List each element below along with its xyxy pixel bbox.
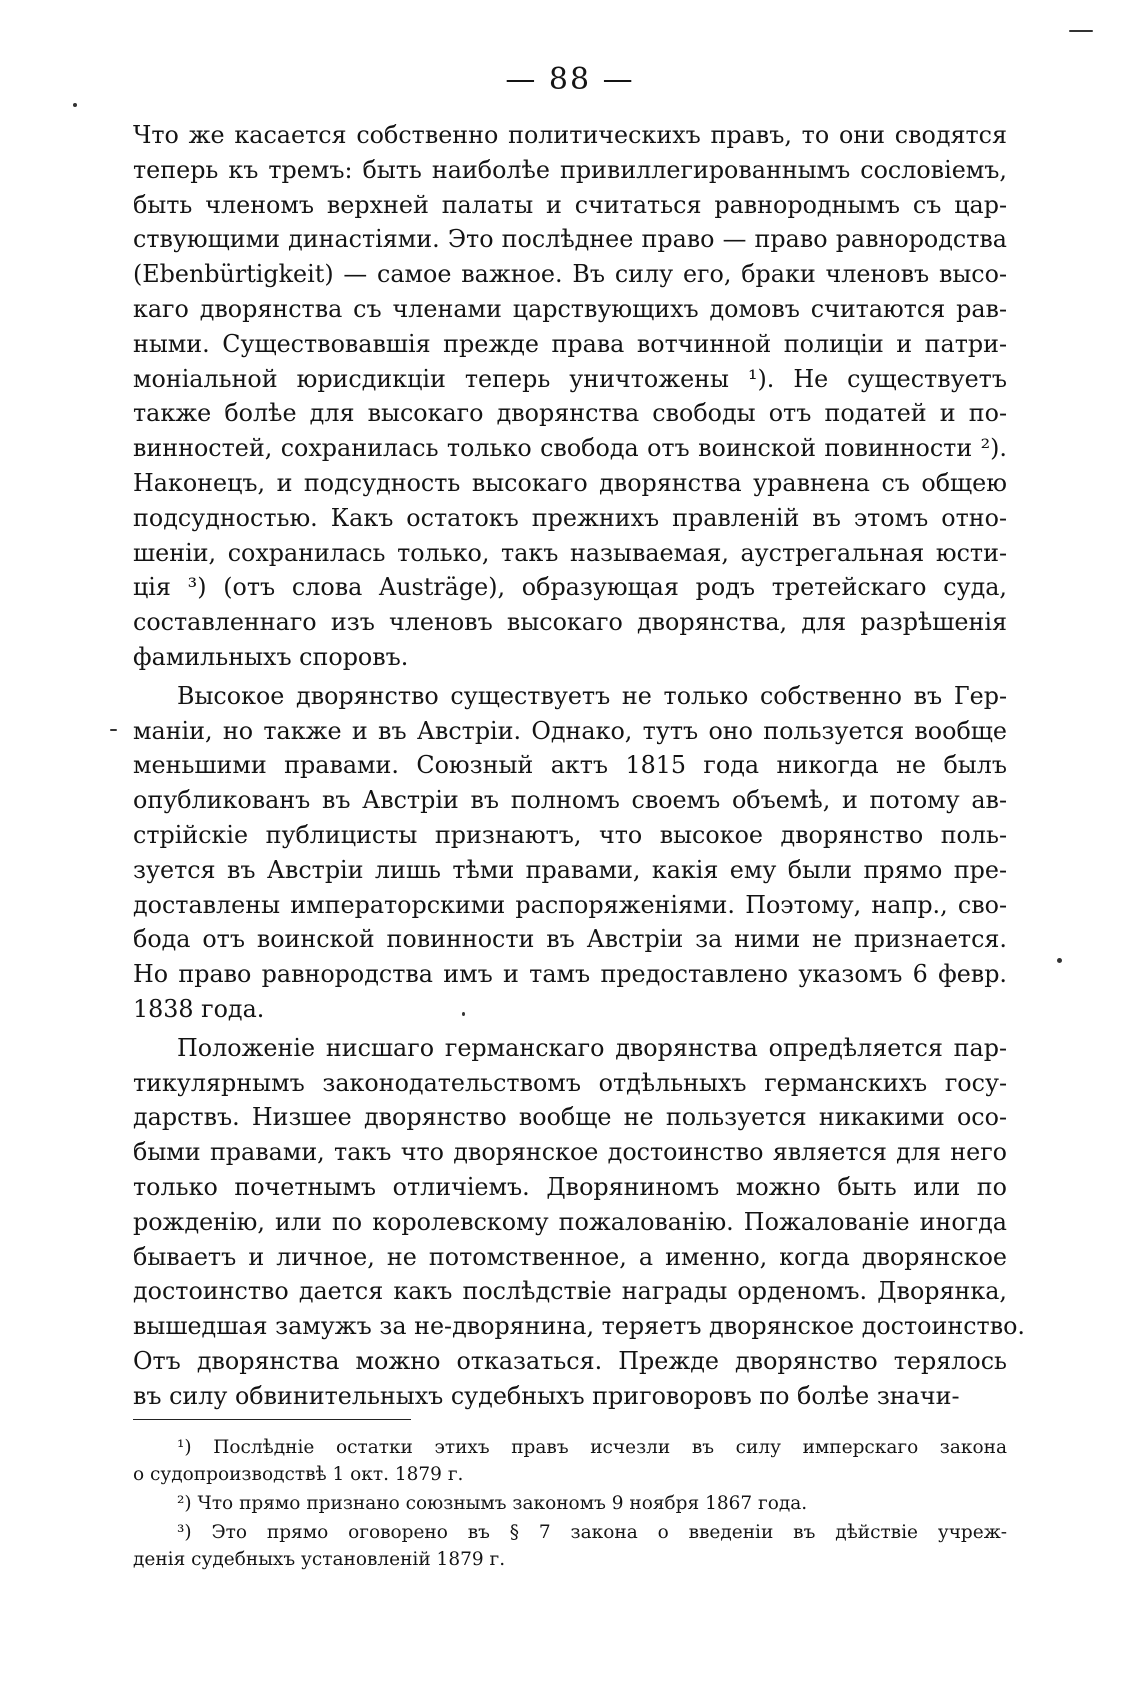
footnote-separator bbox=[133, 1419, 411, 1420]
scan-speck bbox=[1057, 958, 1062, 963]
text-line: зуется въ Австріи лишь тѣми правами, какія ему были прямо пре- bbox=[133, 855, 1007, 884]
text-line: теперь къ тремъ: быть наиболѣе привиллегированнымъ сословіемъ, bbox=[133, 155, 1007, 184]
text-line: опубликованъ въ Австріи въ полномъ своемъ объемѣ, и потому ав- bbox=[133, 786, 1007, 815]
text-line: Наконецъ, и подсудность высокаго дворянства уравнена съ общею bbox=[133, 468, 1007, 497]
text-line: каго дворянства съ членами царствующихъ домовъ считаются рав- bbox=[133, 294, 1007, 323]
text-line: рожденію, или по королевскому пожалованію. Пожалованіе иногда bbox=[133, 1207, 1007, 1236]
text-line: Отъ дворянства можно отказаться. Прежде дворянство терялось bbox=[133, 1346, 1007, 1375]
text-line: ными. Существовавшія прежде права вотчинной полиціи и патри- bbox=[133, 329, 1007, 358]
text-line: дарствъ. Низшее дворянство вообще не пользуется никакими осо- bbox=[133, 1103, 1007, 1132]
text-line: Высокое дворянство существуетъ не только собственно въ Гер- bbox=[177, 681, 1007, 710]
text-line: доставлены императорскими распоряженіями. Поэтому, напр., сво- bbox=[133, 890, 1007, 919]
footnote-line: денія судебныхъ установленій 1879 г. bbox=[133, 1549, 506, 1570]
text-line: составленнаго изъ членовъ высокаго дворянства, для разрѣшенія bbox=[133, 608, 1007, 637]
text-line: стрійскіе публицисты признаютъ, что высокое дворянство поль- bbox=[133, 820, 1007, 849]
footnote-line: о судопроизводствѣ 1 окт. 1879 г. bbox=[133, 1464, 464, 1485]
scan-speck bbox=[1069, 30, 1093, 32]
text-line: достоинство дается какъ послѣдствіе награды орденомъ. Дворянка, bbox=[133, 1277, 1007, 1306]
text-line: бываетъ и личное, не потомственное, а именно, когда дворянское bbox=[133, 1242, 1007, 1271]
scan-speck bbox=[462, 1012, 465, 1016]
footnotes bbox=[133, 1434, 1007, 1573]
text-line: Положеніе нисшаго германскаго дворянства опредѣляется пар- bbox=[177, 1033, 1007, 1062]
text-line: вышедшая замужъ за не-дворянина, теряетъ дворянское достоинство. bbox=[133, 1312, 1025, 1341]
scan-speck bbox=[73, 103, 77, 107]
text-line: моніальной юрисдикціи теперь уничтожены ¹). Не существуетъ bbox=[133, 364, 1007, 393]
text-line: шеніи, сохранилась только, такъ называемая, аустрегальная юсти- bbox=[133, 538, 1007, 567]
text-line: маніи, но также и въ Австріи. Однако, тутъ оно пользуется вообще bbox=[133, 716, 1007, 745]
footnote-line: ¹) Послѣдніе остатки этихъ правъ исчезли въ силу имперскаго закона bbox=[177, 1437, 1007, 1458]
footnote-line: ²) Что прямо признано союзнымъ закономъ 9 ноября 1867 года. bbox=[177, 1493, 808, 1514]
text-line: фамильныхъ споровъ. bbox=[133, 642, 409, 671]
text-line: быми правами, такъ что дворянское достоинство является для него bbox=[133, 1138, 1007, 1167]
page-number: — 88 — bbox=[505, 62, 635, 97]
text-line: винностей, сохранилась только свобода отъ воинской повинности ²). bbox=[133, 434, 1007, 463]
footnote-line: ³) Это прямо оговорено въ § 7 закона о введеніи въ дѣйствіе учреж- bbox=[177, 1522, 1007, 1543]
text-line: быть членомъ верхней палаты и считаться равнороднымъ съ цар- bbox=[133, 190, 1007, 219]
text-line: Что же касается собственно политическихъ правъ, то они сводятся bbox=[133, 121, 1007, 149]
text-line: бода отъ воинской повинности въ Австріи за ними не признается. bbox=[133, 925, 1007, 954]
text-line: подсудностью. Какъ остатокъ прежнихъ правленій въ этомъ отно- bbox=[133, 503, 1007, 532]
text-line: только почетнымъ отличіемъ. Дворяниномъ можно быть или по bbox=[133, 1172, 1007, 1201]
text-line: (Ebenbürtigkeit) — самое важное. Въ силу его, браки членовъ высо- bbox=[133, 260, 1007, 289]
text-line: ствующими династіями. Это послѣднее право — право равнородства bbox=[133, 225, 1007, 254]
text-line: 1838 года. bbox=[133, 994, 265, 1023]
scan-speck bbox=[110, 729, 117, 731]
main-text bbox=[133, 118, 1025, 1413]
text-line: Но право равнородства имъ и тамъ предоставлено указомъ 6 февр. bbox=[133, 960, 1007, 989]
text-line: тикулярнымъ законодательствомъ отдѣльныхъ германскихъ госу- bbox=[133, 1068, 1007, 1097]
text-line: также болѣе для высокаго дворянства свободы отъ податей и по- bbox=[133, 399, 1007, 428]
text-line: въ силу обвинительныхъ судебныхъ приговоровъ по болѣе значи- bbox=[133, 1381, 960, 1410]
text-line: меньшими правами. Союзный актъ 1815 года никогда не былъ bbox=[133, 751, 1007, 780]
text-line: ція ³) (отъ слова Austräge), образующая родъ третейскаго суда, bbox=[133, 573, 1007, 602]
